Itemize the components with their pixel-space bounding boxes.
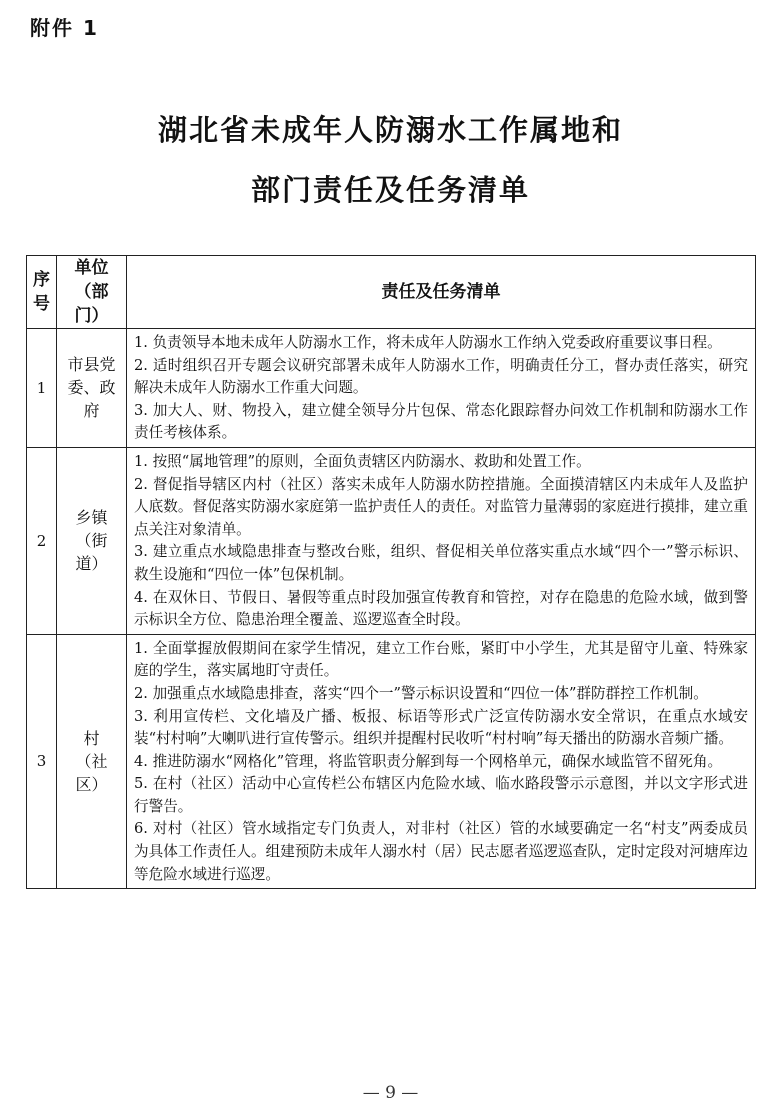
row-index: 3 xyxy=(27,634,57,889)
task-item: 2. 适时组织召开专题会议研究部署未成年人防溺水工作，明确责任分工，督办责任落实，研究解决未成年人防溺水工作重大问题。 xyxy=(134,356,748,397)
attachment-label: 附件 1 xyxy=(30,16,99,40)
task-item: 1. 按照“属地管理”的原则，全面负责辖区内防溺水、救助和处置工作。 xyxy=(134,452,591,470)
task-item: 1. 全面掌握放假期间在家学生情况，建立工作台账，紧盯中小学生，尤其是留守儿童、特殊家庭的学生，落实属地盯守责任。 xyxy=(134,639,748,680)
table-row xyxy=(27,634,756,889)
task-item: 3. 利用宣传栏、文化墙及广播、板报、标语等形式广泛宣传防溺水安全常识，在重点水域安装“村村响”大喇叭进行宣传警示。组织并提醒村民收听“村村响”每天播出的防溺水音频广播。 xyxy=(134,707,748,748)
task-item: 1. 负责领导本地未成年人防溺水工作，将未成年人防溺水工作纳入党委政府重要议事日程。 xyxy=(134,334,722,351)
row-index: 1 xyxy=(27,329,57,448)
header-index: 序号 xyxy=(27,256,57,329)
task-item: 2. 加强重点水域隐患排查，落实“四个一”警示标识设置和“四位一体”群防群控工作机制。 xyxy=(134,684,708,702)
task-item: 4. 推进防溺水“网格化”管理，将监管职责分解到每一个网格单元，确保水域监管不留死角。 xyxy=(134,752,723,770)
task-item: 6. 对村（社区）管水域指定专门负责人，对非村（社区）管的水域要确定一名“村支”两委成员为具体工作责任人。组建预防未成年人溺水村（居）民志愿者巡逻巡查队，定时定段对河塘库边等危险水域进行巡逻。 xyxy=(134,820,748,883)
task-item: 3. 建立重点水域隐患排查与整改台账，组织、督促相关单位落实重点水域“四个一”警示标识、救生设施和“四位一体”包保机制。 xyxy=(134,543,748,583)
row-tasks xyxy=(127,634,756,889)
table-header-row xyxy=(27,256,756,329)
header-tasks: 责任及任务清单 xyxy=(127,256,756,329)
row-unit: 村（社区） xyxy=(57,634,127,889)
row-unit: 市县党委、政府 xyxy=(57,329,127,448)
header-unit: 单位（部门） xyxy=(57,256,127,329)
row-tasks xyxy=(127,329,756,448)
task-item: 2. 督促指导辖区内村（社区）落实未成年人防溺水防控措施。全面摸清辖区内未成年人及监护人底数。督促落实防溺水家庭第一监护责任人的责任。对监管力量薄弱的家庭进行摸排，建立重点关注对象清单。 xyxy=(134,475,748,538)
task-item: 3. 加大人、财、物投入，建立健全领导分片包保、常态化跟踪督办问效工作机制和防溺水工作责任考核体系。 xyxy=(134,401,748,442)
document-title-line-2: 部门责任及任务清单 xyxy=(250,173,530,207)
page-number: — 9 — xyxy=(362,1083,419,1103)
document-title-line-1: 湖北省未成年人防溺水工作属地和 xyxy=(157,113,623,147)
task-item: 5. 在村（社区）活动中心宣传栏公布辖区内危险水域、临水路段警示示意图，并以文字形式进行警告。 xyxy=(134,775,748,815)
table-row xyxy=(27,329,756,448)
row-unit: 乡镇（街道） xyxy=(57,447,127,634)
row-index: 2 xyxy=(27,447,57,634)
table-row xyxy=(27,447,756,634)
responsibility-table xyxy=(26,255,756,889)
row-tasks xyxy=(127,447,756,634)
task-item: 4. 在双休日、节假日、暑假等重点时段加强宣传教育和管控，对存在隐患的危险水域，做到警示标识全方位、隐患治理全覆盖、巡逻巡查全时段。 xyxy=(134,588,748,629)
